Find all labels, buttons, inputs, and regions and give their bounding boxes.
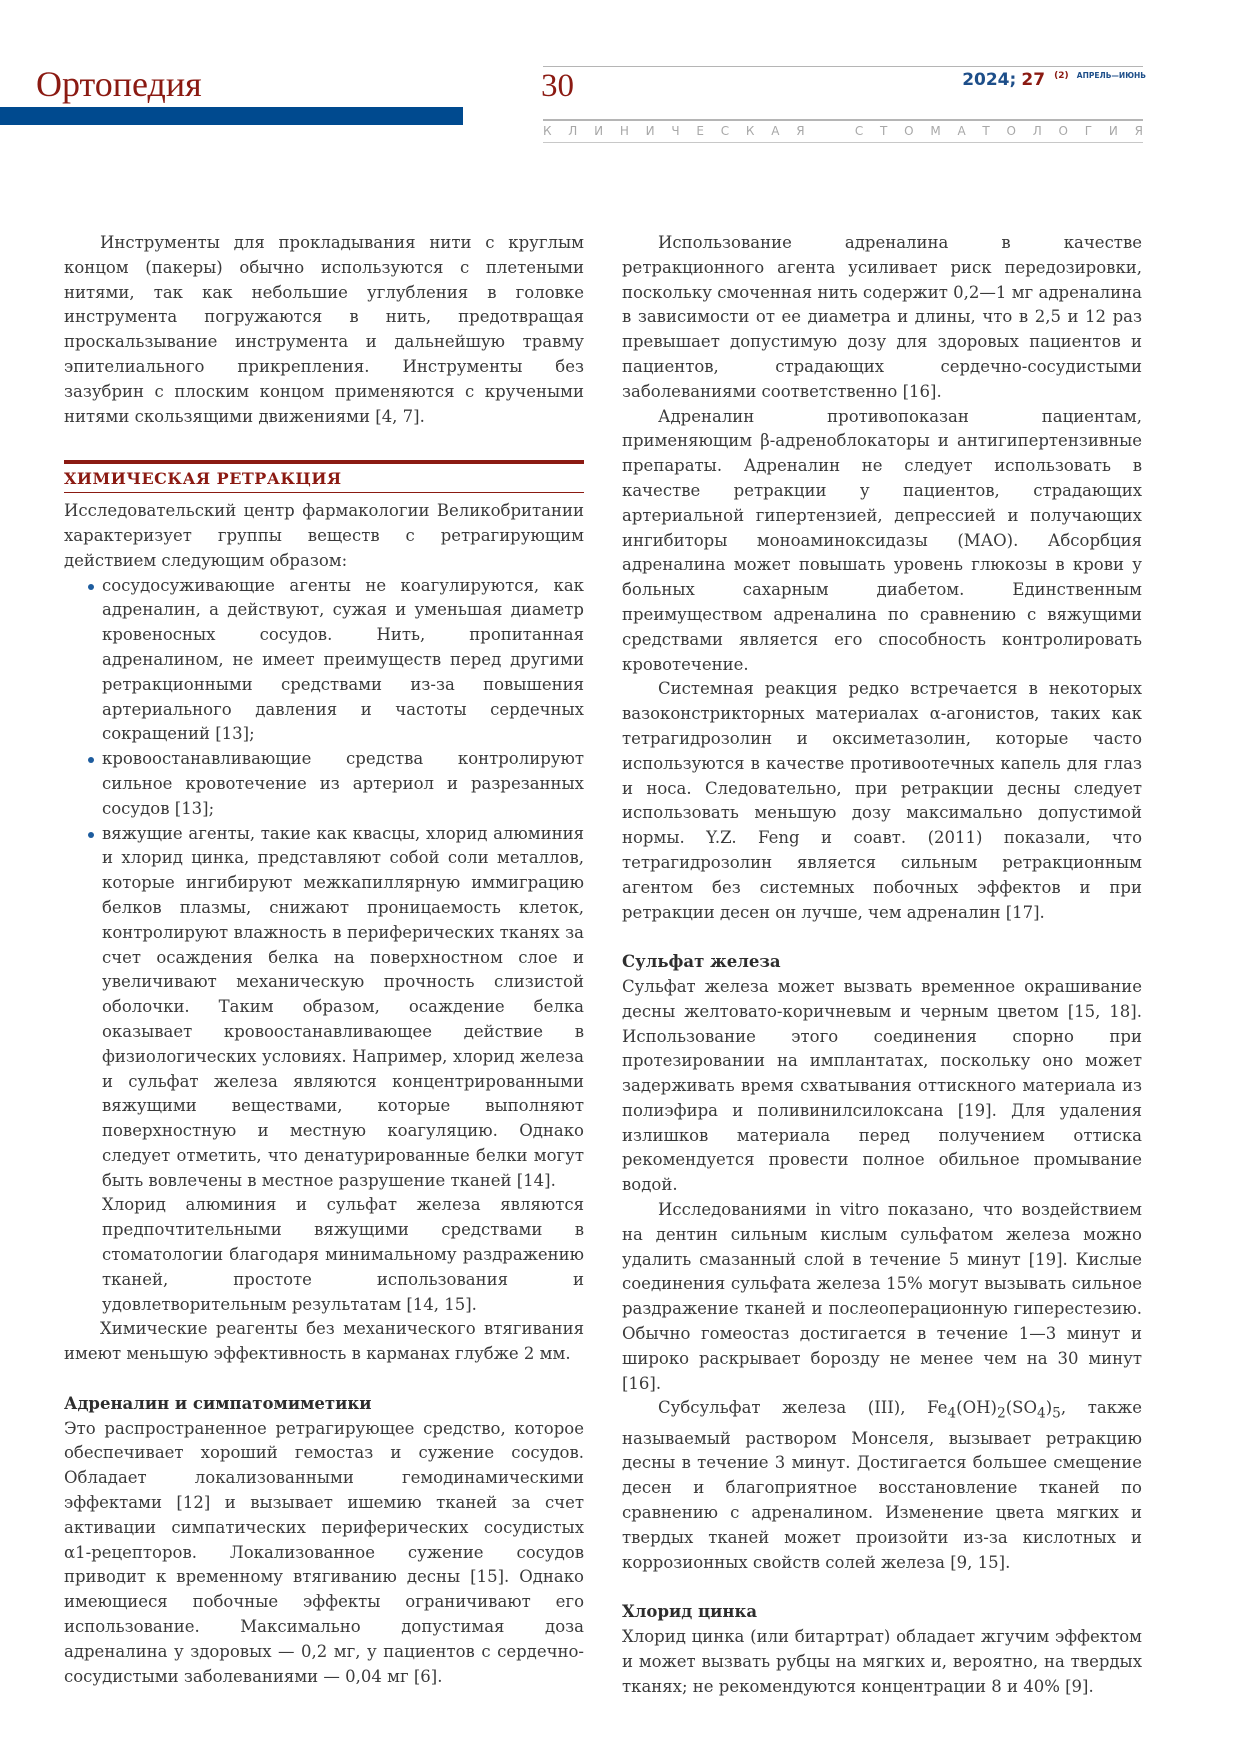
journal-letter: О xyxy=(904,124,914,138)
subheading-adrenaline: Адреналин и симпатомиметики xyxy=(64,1393,372,1413)
spacer xyxy=(622,925,1142,950)
list-item-continuation: Хлорид алюминия и сульфат железа являются предпочтительными вяжущими средствами в стоматологии благодаря минимальному раздражению тканей, простоте использования и удовлетворительным результатам [14, 15]. xyxy=(102,1195,584,1314)
journal-letter: О xyxy=(1058,124,1068,138)
paragraph-adrenaline-overdose: Использование адреналина в качестве ретракционного агента усиливает риск передозировки, поскольку смоченная нить содержит 0,2—1 мг адреналина в зависимости от ее диаметра и длины, что в 2,5 и 12 раз превышает допустимую дозу для здоровых пациентов и пациентов, страдающих сердечно-сосудистыми заболеваниями соответственно [16]. xyxy=(622,233,1142,401)
journal-letter: М xyxy=(930,124,941,138)
section-color-bar xyxy=(0,107,463,125)
journal-letter: Н xyxy=(619,124,629,138)
header-rule-middle xyxy=(543,119,1143,121)
journal-letter: И xyxy=(594,124,604,138)
journal-letter: К xyxy=(543,124,552,138)
section-heading-chemical-retraction: ХИМИЧЕСКАЯ РЕТРАКЦИЯ xyxy=(64,460,584,493)
journal-letter: К xyxy=(745,124,755,138)
issue-months: АПРЕЛЬ—ИЮНЬ xyxy=(1076,71,1146,80)
right-column xyxy=(622,231,1142,1699)
journal-letter: О xyxy=(1006,124,1016,138)
section-title: Ортопедия xyxy=(36,64,202,104)
retraction-agent-list xyxy=(64,574,584,1318)
paragraph-zinc-chloride: Хлорид цинка (или битартрат) обладает жгучим эффектом и может вызвать рубцы на мягких и, вероятно, на твердых тканях; не рекомендуются концентрации 8 и 40% [9]. xyxy=(622,1626,1142,1696)
subheading-zinc-chloride: Хлорид цинка xyxy=(622,1602,758,1622)
paragraph-ferric-subsulfate xyxy=(622,1396,1142,1575)
list-item-text: вяжущие агенты, такие как квасцы, хлорид алюминия и хлорид цинка, представляют собой соли металлов, которые ингибируют межкапиллярную иммиграцию белков плазмы, снижают проницаемость клеток, контролируют влажность в периферических тканях за счет осаждения белка на поверхностном слое и увеличивают механическую прочность слизистой оболочки. Таким образом, осаждение белка оказывает кровоостанавливающее действие в физиологических условиях. Например, хлорид железа и сульфат железа являются концентрированными вяжущими веществами, которые выполняют поверхностную и местную коагуляцию. Однако следует отметить, что денатурированные белки могут быть вовлечены в местное разрушение тканей [14]. xyxy=(102,823,584,1190)
header-rule-top xyxy=(543,66,1143,67)
subscript: 4 xyxy=(1036,1405,1046,1422)
paragraph-chem-outro: Химические реагенты без механического втягивания имеют меньшую эффективность в карманах глубже 2 мм. xyxy=(64,1319,584,1364)
journal-letter: А xyxy=(771,124,780,138)
list-item-vasoconstrictors xyxy=(102,574,584,748)
text-run: ) xyxy=(1045,1398,1053,1418)
header-rule-bottom xyxy=(543,142,1143,143)
journal-letter: Я xyxy=(796,124,805,138)
journal-letter: А xyxy=(957,124,966,138)
spacer xyxy=(622,1575,1142,1600)
list-item-text: сосудосуживающие агенты не коагулируются, как адреналин, а действуют, сужая и уменьшая диаметр кровеносных сосудов. Нить, пропитанная адреналином, не имеет преимуществ перед другими ретракционными средствами из-за повышения артериального давления и частоты сердечных сокращений [13]; xyxy=(102,575,584,744)
spacer xyxy=(64,1367,584,1392)
journal-letter: Ч xyxy=(671,124,680,138)
spacer xyxy=(64,429,584,454)
issue-volume: 27 xyxy=(1021,70,1046,90)
paragraph-ferric-sulfate-1: Сульфат железа может вызвать временное окрашивание десны желтовато-коричневым и черным цветом [15, 18]. Использование этого соединения спорно при протезировании на имплантатах, поскольку оно может задерживать время схватывания оттискного материала из полиэфира и поливинилсилоксана [19]. Для удаления излишков материала перед получением оттиска рекомендуется провести полное обильное промывание водой. xyxy=(622,976,1142,1195)
paragraph-adrenaline-contraindications: Адреналин противопоказан пациентам, применяющим β-адреноблокаторы и антигипертензивные препараты. Адреналин не следует использовать в качестве ретракции у пациентов, страдающих артериальной гипертензией, депрессией и получающих ингибиторы моноаминоксидазы (МАО). Абсорбция адреналина может повышать уровень глюкозы в крови у больных сахарным диабетом. Единственным преимуществом адреналина по сравнению с вяжущими средствами является его способность контролировать кровотечение. xyxy=(622,406,1142,674)
journal-letter: Л xyxy=(1032,124,1042,138)
list-item-hemostatics xyxy=(102,747,584,821)
journal-letter: Е xyxy=(696,124,704,138)
paragraph-systemic-reaction: Системная реакция редко встречается в некоторых вазоконстрикторных материалах α-агонистов, таких как тетрагидрозолин и оксиметазолин, которые часто используются в качестве противоотечных капель для глаз и носа. Следовательно, при ретракции десны следует использовать меньшую дозу максимально допустимой нормы. Y.Z. Feng и соавт. (2011) показали, что тетрагидрозолин является сильным ретракционным агентом без системных побочных эффектов и при ретракции десен он лучше, чем адреналин [17]. xyxy=(622,679,1142,922)
subheading-ferric-sulfate: Сульфат железа xyxy=(622,952,781,972)
issue-number: (2) xyxy=(1054,71,1069,81)
paragraph-ferric-sulfate-2: Исследованиями in vitro показано, что воздействием на дентин сильным кислым сульфатом железа можно удалить смазанный слой в течение 5 минут [19]. Кислые соединения сульфата железа 15% могут вызывать сильное раздражение тканей и послеоперационную гиперестезию. Обычно гомеостаз достигается в течение 1—3 минут и широко раскрывает борозду не менее чем на 30 минут [16]. xyxy=(622,1200,1142,1393)
journal-letter: С xyxy=(720,124,730,138)
journal-letter: Г xyxy=(1084,124,1093,138)
left-column xyxy=(64,231,584,1689)
journal-letter: Я xyxy=(1134,124,1143,138)
journal-letter: С xyxy=(854,124,864,138)
subscript: 2 xyxy=(996,1405,1006,1422)
list-item-astringents xyxy=(102,822,584,1318)
text-run: (SO xyxy=(1005,1398,1037,1418)
text-run: , также называемый раствором Монселя, вызывает ретракцию десны в течение 3 минут. Достигается большее смещение десен и благоприятное восстановление тканей по сравнению с адреналином. Изменение цвета мягких и твердых тканей может произойти из-за кислотных и коррозионных свойств солей железа [9, 15]. xyxy=(622,1398,1142,1572)
subscript: 4 xyxy=(947,1405,957,1422)
journal-letter: Т xyxy=(982,124,990,138)
journal-letter: И xyxy=(1108,124,1118,138)
journal-name xyxy=(543,125,1143,137)
page-number: 30 xyxy=(541,68,574,104)
list-item-text: кровоостанавливающие средства контролируют сильное кровотечение из артериол и разрезанных сосудов [13]; xyxy=(102,749,584,818)
journal-letter: Т xyxy=(879,124,888,138)
paragraph-chem-intro: Исследовательский центр фармакологии Великобритании характеризует группы веществ с ретрагирующим действием следующим образом: xyxy=(64,501,584,570)
text-run: Субсульфат железа (III), Fe xyxy=(658,1398,948,1418)
text-run: (OH) xyxy=(956,1398,997,1418)
subscript: 5 xyxy=(1052,1405,1061,1422)
issue-year: 2024; xyxy=(962,70,1017,90)
journal-letter: И xyxy=(645,124,655,138)
journal-letter: Л xyxy=(568,124,578,138)
issue-info xyxy=(962,72,1146,89)
paragraph-adrenaline: Это распространенное ретрагирующее средство, которое обеспечивает хороший гемостаз и сужение сосудов. Обладает локализованными гемодинамическими эффектами [12] и вызывает ишемию тканей за счет активации симпатических периферических сосудистых α1-рецепторов. Локализованное сужение сосудов приводит к временному втягиванию десны [15]. Однако имеющиеся побочные эффекты ограничивают его использование. Максимально допустимая доза адреналина у здоровых — 0,2 мг, у пациентов с сердечно-сосудистыми заболеваниями — 0,04 мг [6]. xyxy=(64,1418,584,1686)
paragraph-instruments: Инструменты для прокладывания нити с круглым концом (пакеры) обычно используются с плетеными нитями, так как небольшие углубления в головке инструмента погружаются в нить, предотвращая проскальзывание инструмента и дальнейшую травму эпителиального прикрепления. Инструменты без зазубрин с плоским концом применяются с кручеными нитями скользящими движениями [4, 7]. xyxy=(64,233,584,426)
